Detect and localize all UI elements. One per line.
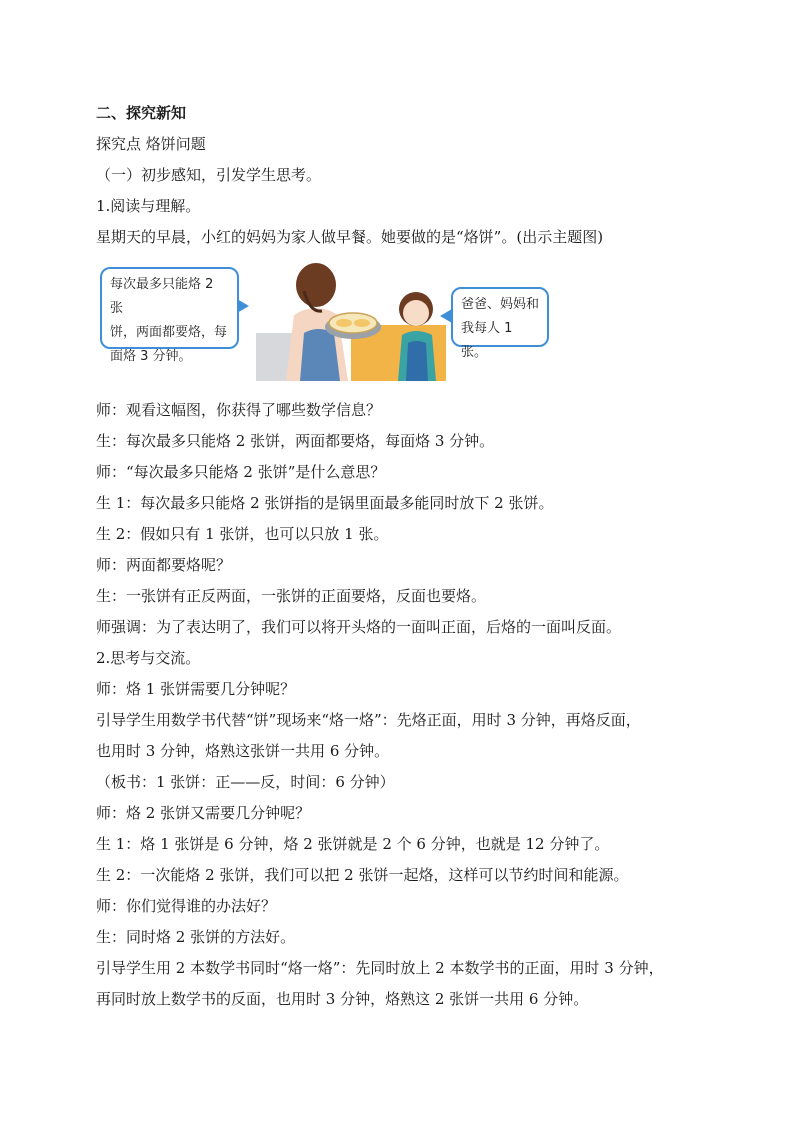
dialogue-line: 再同时放上数学书的反面，也用时 3 分钟，烙熟这 2 张饼一共用 6 分钟。 [96,990,589,1008]
dialogue-line: 也用时 3 分钟，烙熟这张饼一共用 6 分钟。 [96,742,390,760]
mom-and-girl-scene [256,263,446,381]
dialogue-line: 师：观看这幅图，你获得了哪些数学信息？ [96,401,382,419]
dialogue-line: 生 1：烙 1 张饼是 6 分钟，烙 2 张饼就是 2 个 6 分钟，也就是 12 分钟了。 [96,835,610,853]
bubble-tail [237,299,249,313]
dialogue-line: 生 1：每次最多只能烙 2 张饼指的是锅里面最多能同时放下 2 张饼。 [96,494,554,512]
bubble-line: 爸爸、妈妈和 [461,297,540,312]
dialogue-line: 师：两面都要烙呢？ [96,556,232,574]
dialogue-line: 师：你们觉得谁的办法好？ [96,897,277,915]
mom-apron [300,329,340,381]
dialogue-line: 生：一张饼有正反两面，一张饼的正面要烙，反面也要烙。 [96,587,487,605]
bubble-line: 饼，两面都要烙，每 [110,325,228,340]
mom-hair [296,263,336,307]
dialogue-line: 生 2：假如只有 1 张饼，也可以只放 1 张。 [96,525,389,543]
section-heading: 二、探究新知 [96,104,187,122]
speech-bubble-girl [451,287,549,360]
girl-overall [406,341,428,381]
board-note: （板书：1 张饼：正——反，时间：6 分钟） [96,773,395,791]
item-heading: 2.思考与交流。 [96,649,201,667]
item-heading: 1.阅读与理解。 [96,197,201,215]
cake-shape [354,319,370,327]
dialogue-line: 师：“每次最多只能烙 2 张饼”是什么意思？ [96,463,386,481]
theme-illustration [96,263,696,381]
dialogue-line: 生 2：一次能烙 2 张饼，我们可以把 2 张饼一起烙，这样可以节约时间和能源。 [96,866,629,884]
step-heading: （一）初步感知，引发学生思考。 [96,166,322,184]
section-subheading: 探究点 烙饼问题 [96,135,206,153]
cake-shape [336,319,352,327]
girl-face [403,300,429,326]
bubble-line: 我每人 1 张。 [461,321,513,360]
bubble-line: 每次最多只能烙 2 张 [110,277,214,316]
dialogue-line: 师：烙 2 张饼又需要几分钟呢？ [96,804,311,822]
dialogue-line: 师强调：为了表达明了，我们可以将开头烙的一面叫正面，后烙的一面叫反面。 [96,618,622,636]
speech-bubble-mom [100,267,239,364]
dialogue-line: 生：每次最多只能烙 2 张饼，两面都要烙，每面烙 3 分钟。 [96,432,495,450]
document-body [96,98,716,1015]
intro-paragraph: 星期天的早晨，小红的妈妈为家人做早餐。她要做的是“烙饼”。(出示主题图) [96,228,604,246]
dialogue-line: 生：同时烙 2 张饼的方法好。 [96,928,296,946]
dialogue-line: 引导学生用数学书代替“饼”现场来“烙一烙”：先烙正面，用时 3 分钟，再烙反面， [96,711,641,729]
dialogue-line: 引导学生用 2 本数学书同时“烙一烙”：先同时放上 2 本数学书的正面，用时 3 分钟， [96,959,664,977]
dialogue-line: 师：烙 1 张饼需要几分钟呢？ [96,680,296,698]
bubble-line: 面烙 3 分钟。 [110,349,192,364]
